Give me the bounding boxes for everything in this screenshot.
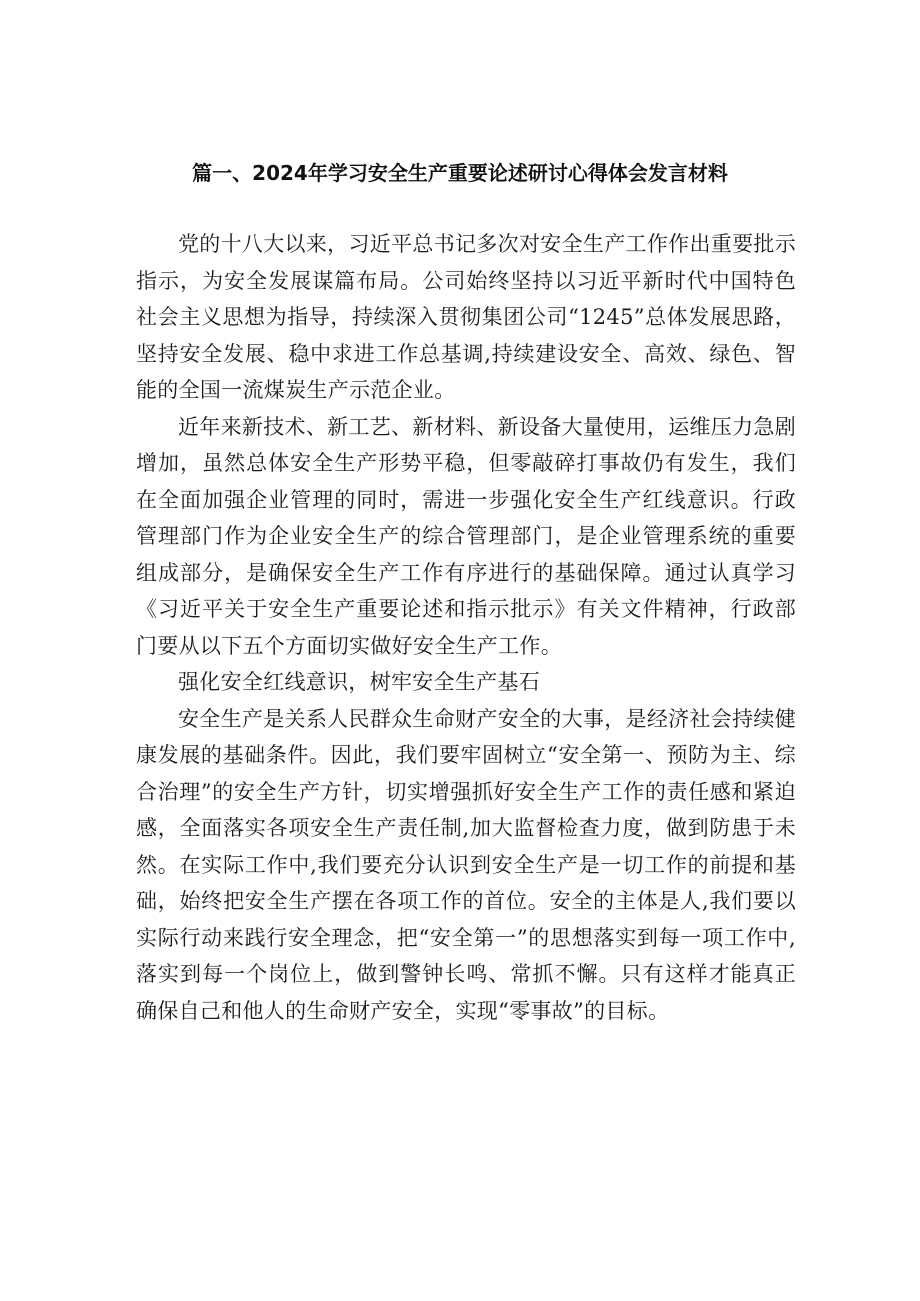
section-heading: 强化安全红线意识，树牢安全生产基石 xyxy=(178,670,541,694)
paragraph-background: 近年来新技术、新工艺、新材料、新设备大量使用，运维压力急剧增加，虽然总体安全生产形势平稳，但零敲碎打事故仍有发生，我们在全面加强企业管理的同时，需进一步强化安全生产红线意识。行政管理部门作为企业安全生产的综合管理部门，是企业管理系统的重要组成部分，是确保安全生产工作有序进行的基础保障。通过认真学习《习近平关于安全生产重要论述和指示批示》有关文件精神，行政部门要从以下五个方面切实做好安全生产工作。 xyxy=(136,414,796,658)
document-title: 篇一、2024年学习安全生产重要论述研讨心得体会发言材料 xyxy=(192,161,728,185)
document-body xyxy=(136,226,796,1029)
paragraph-section-one: 安全生产是关系人民群众生命财产安全的大事，是经济社会持续健康发展的基础条件。因此，我们要牢固树立“安全第一、预防为主、综合治理”的安全生产方针，切实增强抓好安全生产工作的责任感和紧迫感，全面落实各项安全生产责任制,加大监督检查力度，做到防患于未然。在实际工作中,我们要充分认识到安全生产是一切工作的前提和基础，始终把安全生产摆在各项工作的首位。安全的主体是人,我们要以实际行动来践行安全理念，把“安全第一”的思想落实到每一项工作中,落实到每一个岗位上，做到警钟长鸣、常抓不懈。只有这样才能真正确保自己和他人的生命财产安全，实现“零事故”的目标。 xyxy=(136,706,796,1023)
paragraph-intro: 党的十八大以来，习近平总书记多次对安全生产工作作出重要批示指示，为安全发展谋篇布局。公司始终坚持以习近平新时代中国特色社会主义思想为指导，持续深入贯彻集团公司“1245”总体发展思路，坚持安全发展、稳中求进工作总基调,持续建设安全、高效、绿色、智能的全国一流煤炭生产示范企业。 xyxy=(136,232,796,402)
